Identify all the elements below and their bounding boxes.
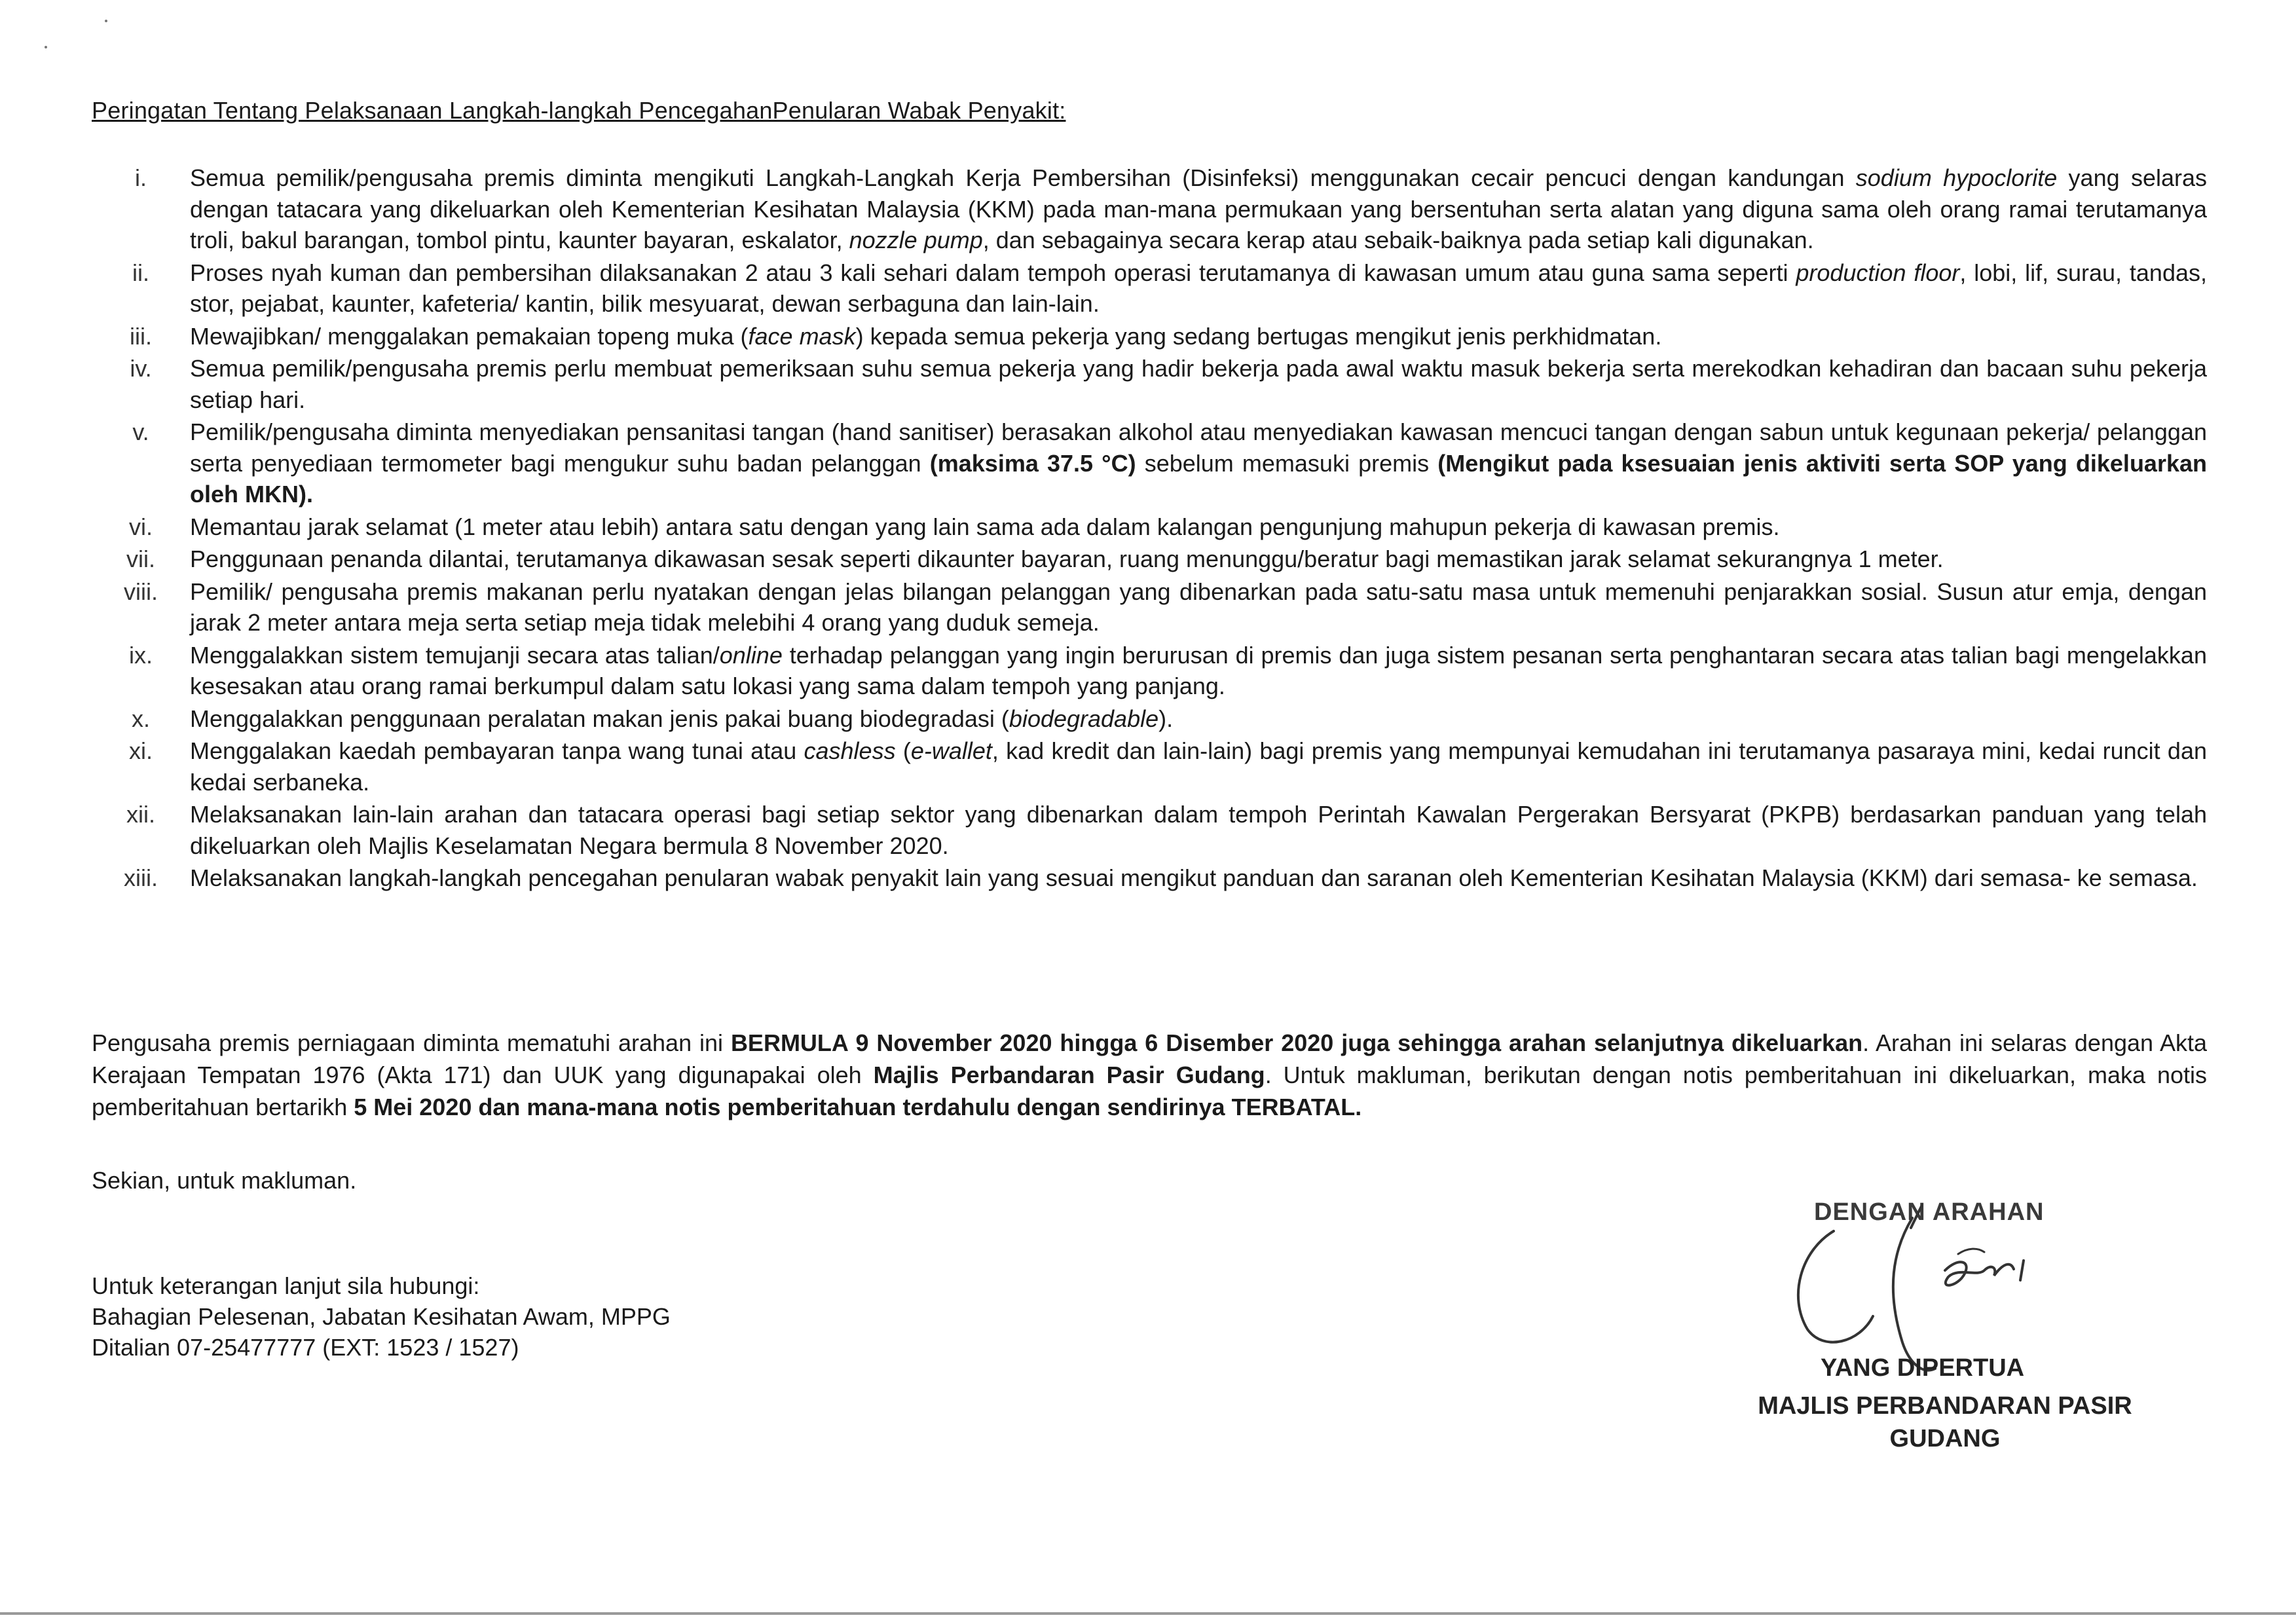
list-item bbox=[92, 576, 2207, 638]
list-item-text bbox=[190, 162, 2207, 256]
signature-block bbox=[1703, 1192, 2200, 1467]
list-item-number: i. bbox=[135, 164, 147, 191]
text-run: , kad kredit dan lain-lain) bagi premis yang mempunyai kemudahan ini terutamanya pasaraya mini, kedai runcit dan kedai serbaneka. bbox=[190, 737, 2207, 796]
text-run: Penggunaan penanda dilantai, terutamanya dikawasan sesak seperti dikaunter bayaran, ruang menunggu/beratur bagi memastikan jarak selamat sekurangnya 1 meter. bbox=[190, 545, 1944, 572]
bold-text: Majlis Perbandaran Pasir Gudang bbox=[873, 1061, 1265, 1088]
bold-text: (maksima 37.5 °C) bbox=[929, 449, 1136, 477]
list-item-number: iii. bbox=[130, 322, 152, 350]
list-item bbox=[92, 703, 2207, 735]
text-run: Semua pemilik/pengusaha premis diminta mengikuti Langkah-Langkah Kerja Pembersihan (Disinfeksi) menggunakan cecair pencuci dengan kandungan bbox=[190, 164, 1856, 191]
text-run: Memantau jarak selamat (1 meter atau lebih) antara satu dengan yang lain sama ada dalam kalangan pengunjung mahupun pekerja di kawasan premis. bbox=[190, 513, 1780, 540]
italic-text: production floor bbox=[1796, 259, 1960, 286]
list-item-text bbox=[190, 735, 2207, 798]
bold-text: (Mengikut pada ksesuaian jenis aktiviti serta SOP yang dikeluarkan oleh MKN). bbox=[190, 449, 2207, 507]
italic-text: sodium hypoclorite bbox=[1855, 164, 2058, 191]
scan-speck bbox=[105, 20, 107, 22]
text-run: Semua pemilik/pengusaha premis perlu membuat pemeriksaan suhu semua pekerja yang hadir bekerja pada awal waktu masuk bekerja serta merekodkan kehadiran dan bacaan suhu pekerja setiap hari. bbox=[190, 355, 2207, 413]
dengan-arahan-label: DENGAN ARAHAN bbox=[1814, 1198, 2045, 1226]
italic-text: face mask bbox=[748, 322, 856, 350]
bold-text: BERMULA 9 November 2020 hingga 6 Disember 2020 juga sehingga arahan selanjutnya dikeluarkan bbox=[730, 1029, 1863, 1056]
text-run: Melaksanakan langkah-langkah pencegahan penularan wabak penyakit lain yang sesuai mengikut panduan dan saranan oleh Kementerian Kesihatan Malaysia (KKM) dari semasa- ke semasa. bbox=[190, 864, 2198, 891]
text-run: Menggalakan kaedah pembayaran tanpa wang tunai atau bbox=[190, 737, 804, 764]
list-item bbox=[92, 257, 2207, 320]
signatory-title: YANG DIPERTUA bbox=[1821, 1354, 2025, 1382]
text-run: Pengusaha premis perniagaan diminta mematuhi arahan ini bbox=[92, 1029, 731, 1056]
list-item bbox=[92, 321, 2207, 352]
organization-line-2: GUDANG bbox=[1889, 1425, 2001, 1452]
list-item-text bbox=[190, 640, 2207, 702]
list-item-text bbox=[190, 862, 2207, 894]
list-item bbox=[92, 544, 2207, 575]
text-run: Menggalakkan sistem temujanji secara atas talian/ bbox=[190, 641, 720, 669]
list-item-number: iv. bbox=[130, 355, 152, 382]
scan-speck bbox=[45, 46, 47, 48]
list-item-number: xiii. bbox=[124, 864, 158, 891]
contact-line-1: Untuk keterangan lanjut sila hubungi: bbox=[92, 1272, 480, 1299]
contact-info bbox=[92, 1270, 671, 1363]
italic-text: e-wallet bbox=[910, 737, 992, 764]
organization-line-1: MAJLIS PERBANDARAN PASIR bbox=[1758, 1392, 2132, 1420]
list-item bbox=[92, 511, 2207, 543]
list-item bbox=[92, 640, 2207, 702]
text-run: terhadap pelanggan yang ingin berurusan di premis dan juga sistem pesanan serta penghantaran secara atas talian bagi mengelakkan kesesakan atau orang ramai berkumpul dalam satu lokasi yang sama dalam tempoh yang panjang. bbox=[190, 641, 2207, 699]
list-item-number: viii. bbox=[124, 578, 158, 605]
list-item bbox=[92, 862, 2207, 894]
text-run: Proses nyah kuman dan pembersihan dilaksanakan 2 atau 3 kali sehari dalam tempoh operasi terutamanya di kawasan umum atau guna sama seperti bbox=[190, 259, 1796, 286]
bottom-edge-line bbox=[0, 1612, 2296, 1615]
precaution-list bbox=[92, 162, 2207, 895]
text-run: Mewajibkan/ menggalakan pemakaian topeng muka ( bbox=[190, 322, 749, 350]
notice-heading: Peringatan Tentang Pelaksanaan Langkah-langkah PencegahanPenularan Wabak Penyakit: bbox=[92, 97, 1066, 124]
list-item-number: x. bbox=[131, 705, 150, 732]
italic-text: nozzle pump bbox=[849, 227, 983, 253]
list-item bbox=[92, 416, 2207, 510]
list-item-text bbox=[190, 257, 2207, 320]
compliance-paragraph bbox=[92, 1027, 2207, 1123]
list-item bbox=[92, 162, 2207, 256]
list-item-text bbox=[190, 544, 2207, 575]
text-run: Pemilik/pengusaha diminta menyediakan pensanitasi tangan (hand sanitiser) berasakan alkohol atau menyediakan kawasan mencuci tangan dengan sabun untuk kegunaan pekerja/ pelanggan serta penyediaan termometer bagi mengukur suhu badan pelanggan bbox=[190, 418, 2207, 477]
list-item bbox=[92, 353, 2207, 415]
text-run: ) kepada semua pekerja yang sedang bertugas mengikut jenis perkhidmatan. bbox=[855, 322, 1662, 350]
contact-line-3: Ditalian 07-25477777 (EXT: 1523 / 1527) bbox=[92, 1334, 519, 1361]
text-run: , lobi, lif, surau, tandas, stor, pejabat, kaunter, kafeteria/ kantin, bilik mesyuarat, dewan serbaguna dan lain-lain. bbox=[190, 259, 2207, 317]
italic-text: online bbox=[719, 641, 783, 669]
text-run: , dan sebagainya secara kerap atau sebaik-baiknya pada setiap kali digunakan. bbox=[982, 227, 1814, 253]
text-run: . Arahan ini selaras dengan Akta Kerajaan Tempatan 1976 (Akta 171) dan UUK yang digunapakai oleh bbox=[92, 1029, 2207, 1088]
italic-text: cashless bbox=[804, 737, 896, 764]
text-run: Menggalakkan penggunaan peralatan makan jenis pakai buang biodegradasi ( bbox=[190, 705, 1009, 732]
closing-line: Sekian, untuk makluman. bbox=[92, 1167, 357, 1194]
list-item-number: xii. bbox=[126, 801, 155, 828]
list-item-number: vi. bbox=[129, 513, 153, 540]
text-run: Pemilik/ pengusaha premis makanan perlu nyatakan dengan jelas bilangan pelanggan yang dibenarkan pada satu-satu masa untuk memenuhi penjarakkan sosial. Susun atur emja, dengan jarak 2 meter antara meja serta setiap meja tidak melebihi 4 orang yang duduk semeja. bbox=[190, 578, 2207, 636]
list-item bbox=[92, 799, 2207, 861]
list-item bbox=[92, 735, 2207, 798]
text-run: sebelum memasuki premis bbox=[1136, 449, 1438, 477]
text-run: yang selaras dengan tatacara yang dikeluarkan oleh Kementerian Kesihatan Malaysia (KKM) pada man-mana permukaan yang bersentuhan serta alatan yang diguna sama oleh orang ramai terutamanya troli, bakul barangan, tombol pintu, kaunter bayaran, eskalator, bbox=[190, 164, 2207, 253]
organization-name bbox=[1703, 1390, 2187, 1455]
list-item-text bbox=[190, 416, 2207, 510]
list-item-text bbox=[190, 321, 2207, 352]
list-item-text bbox=[190, 576, 2207, 638]
list-item-number: v. bbox=[132, 418, 149, 445]
text-run: . Untuk makluman, berikutan dengan notis pemberitahuan ini dikeluarkan, maka notis pemberitahuan bertarikh bbox=[92, 1061, 2207, 1120]
list-item-number: ix. bbox=[129, 641, 153, 669]
text-run: Melaksanakan lain-lain arahan dan tatacara operasi bagi setiap sektor yang dibenarkan dalam tempoh Perintah Kawalan Pergerakan Bersyarat (PKPB) berdasarkan panduan yang telah dikeluarkan oleh Majlis Keselamatan Negara bermula 8 November 2020. bbox=[190, 801, 2207, 859]
list-item-number: vii. bbox=[126, 545, 155, 572]
list-item-text bbox=[190, 799, 2207, 861]
text-run: ). bbox=[1158, 705, 1174, 732]
list-item-text bbox=[190, 353, 2207, 415]
list-item-text bbox=[190, 511, 2207, 543]
contact-line-2: Bahagian Pelesenan, Jabatan Kesihatan Awam, MPPG bbox=[92, 1303, 671, 1330]
list-item-number: xi. bbox=[129, 737, 153, 764]
list-item-number: ii. bbox=[132, 259, 149, 286]
text-run: ( bbox=[895, 737, 911, 764]
list-item-text bbox=[190, 703, 2207, 735]
italic-text: biodegradable bbox=[1009, 705, 1159, 732]
bold-text: 5 Mei 2020 dan mana-mana notis pemberitahuan terdahulu dengan sendirinya TERBATAL. bbox=[354, 1094, 1362, 1120]
